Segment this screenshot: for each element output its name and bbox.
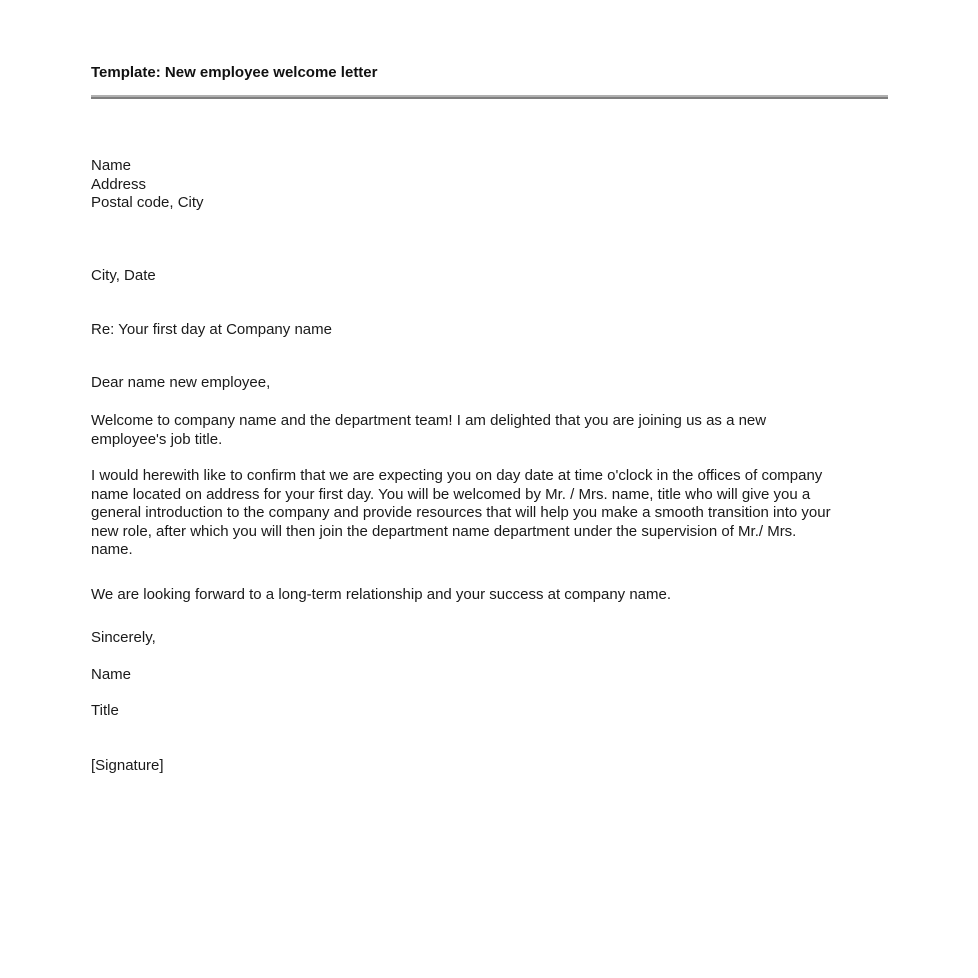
paragraph-line: Welcome to company name and the department team! I am delighted that you are joining us as a new [91, 412, 767, 429]
paragraph-welcome [91, 412, 888, 449]
recipient-block [91, 157, 888, 213]
paragraph-line: general introduction to the company and provide resources that will help you make a smooth transition into your [91, 504, 831, 521]
subject-line: Re: Your first day at Company name [91, 321, 332, 338]
letter-title: Template: New employee welcome letter [91, 64, 378, 81]
paragraph-line: new role, after which you will then join the department name department under the supervision of Mr./ Mrs. [91, 522, 797, 540]
recipient-name: Name [91, 157, 132, 174]
paragraph-line: name. [91, 541, 133, 558]
recipient-address: Address [91, 175, 147, 193]
paragraph-line: I would herewith like to confirm that we are expecting you on day date at time o'clock in the offices of company [91, 467, 823, 484]
recipient-postal-city: Postal code, City [91, 194, 204, 211]
signature-placeholder: [Signature] [91, 756, 164, 774]
title-divider [91, 95, 888, 99]
paragraph-line: We are looking forward to a long-term relationship and your success at company name. [91, 585, 672, 603]
paragraph-looking-forward [91, 586, 888, 605]
paragraph-line: employee's job title. [91, 430, 223, 448]
closing-line: Sincerely, [91, 629, 156, 646]
signature-title: Title [91, 702, 119, 719]
paragraph-first-day-details [91, 467, 888, 560]
signature-name: Name [91, 665, 132, 683]
salutation-line: Dear name new employee, [91, 373, 271, 391]
city-date-line: City, Date [91, 266, 156, 284]
paragraph-line: name located on address for your first day. You will be welcomed by Mr. / Mrs. name, title who will give you a [91, 485, 811, 503]
